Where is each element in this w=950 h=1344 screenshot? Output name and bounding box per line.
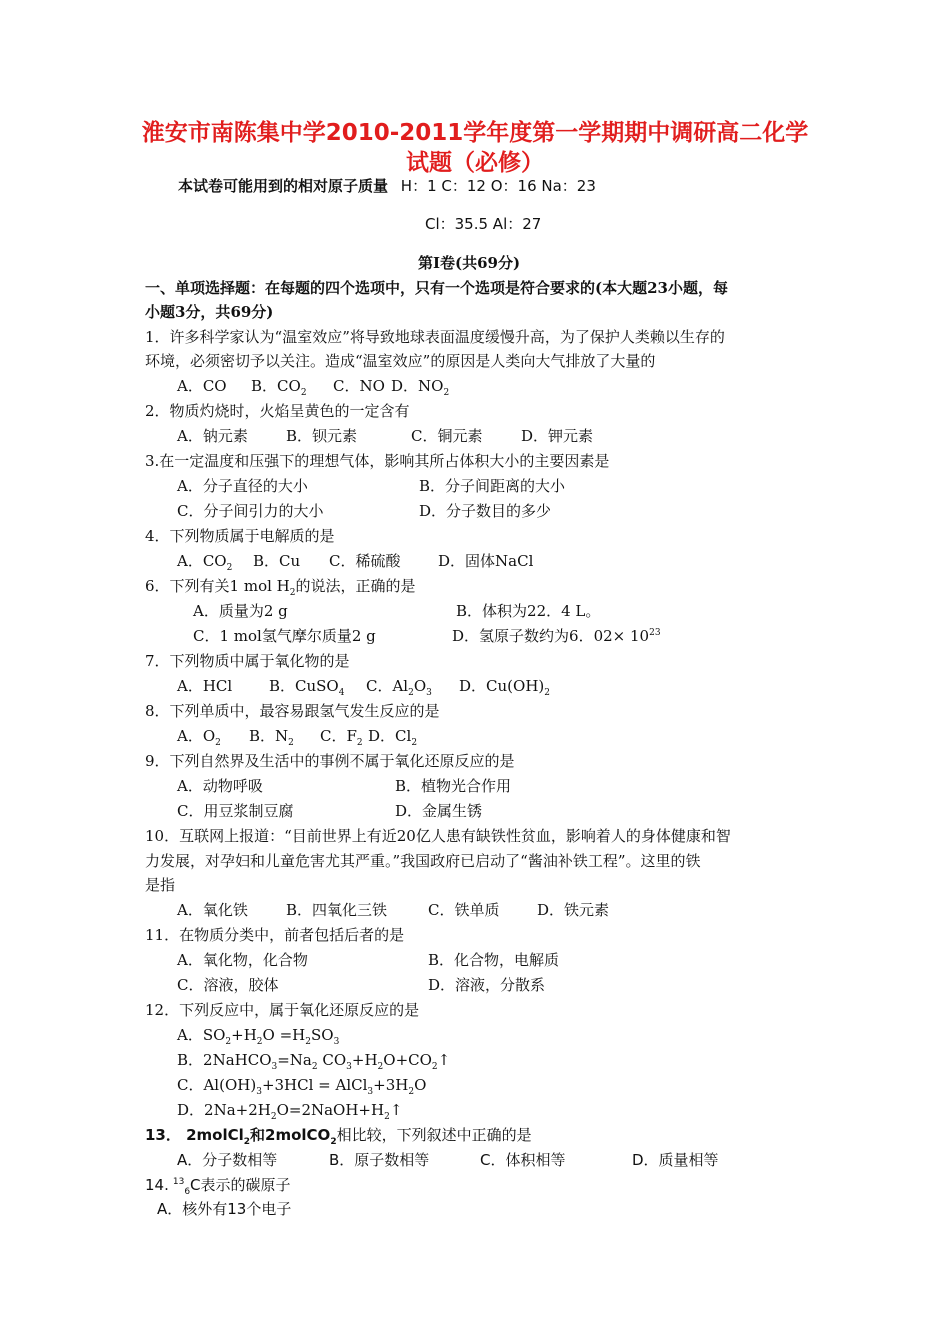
option-b: B．四氧化三铁 — [286, 901, 388, 919]
option-d: D．溶液，分散系 — [428, 976, 546, 994]
option-a: A．钠元素 — [177, 427, 248, 445]
question-14-option-a: A．核外有13个电子 — [157, 1200, 292, 1218]
option-d: D．$Cu(OH)_2$ — [459, 677, 550, 698]
option-c: C．溶液，胶体 — [177, 976, 279, 994]
question-12-option-d: D．$2Na+2H_2O=2NaOH+H_2↑$ — [177, 1101, 403, 1122]
option-a: A．分子数相等 — [177, 1151, 278, 1169]
option-b: B．钡元素 — [286, 427, 358, 445]
option-b: B．$N_2$ — [249, 727, 294, 748]
question-7-stem: 7．下列物质中属于氧化物的是 — [145, 652, 350, 670]
question-9-stem: 9．下列自然界及生活中的事例不属于氧化还原反应的是 — [145, 752, 515, 770]
question-3-stem: 3.在一定温度和压强下的理想气体，影响其所占体积大小的主要因素是 — [145, 452, 610, 470]
question-10-stem-3: 是指 — [145, 876, 176, 894]
option-c: C．NO — [333, 377, 385, 395]
option-c: C．体积相等 — [480, 1151, 566, 1169]
option-a: A．氧化物，化合物 — [177, 951, 308, 969]
option-b: B．体积为22．4 L。 — [456, 602, 601, 620]
option-a: A．CO — [177, 377, 227, 395]
section-title: 第Ⅰ卷(共69分) — [418, 254, 521, 272]
option-d: D．$NO_2$ — [391, 377, 450, 398]
option-c: C．$F_2$ — [320, 727, 363, 748]
option-c: C．铜元素 — [411, 427, 483, 445]
option-a: A．氧化铁 — [177, 901, 248, 919]
option-c: C．稀硫酸 — [329, 552, 401, 570]
option-c: C．铁单质 — [428, 901, 500, 919]
option-a: A．HCl — [177, 677, 233, 695]
question-12-option-b: B．$2NaHCO_3=Na_2$ $CO_3+H_2O+CO_2↑$ — [177, 1051, 451, 1072]
option-d: D．钾元素 — [521, 427, 594, 445]
question-14-stem: 14. $^{13}_6$C表示的碳原子 — [145, 1176, 291, 1197]
question-8-stem: 8．下列单质中，最容易跟氢气发生反应的是 — [145, 702, 440, 720]
option-c: C．$Al_2O_3$ — [366, 677, 432, 698]
option-b: B．分子间距离的大小 — [419, 477, 566, 495]
option-d: D．铁元素 — [537, 901, 610, 919]
question-11-stem: 11．在物质分类中，前者包括后者的是 — [145, 926, 405, 944]
option-b: B．Cu — [253, 552, 301, 570]
option-b: B．化合物，电解质 — [428, 951, 560, 969]
question-12-option-a: A．$SO_2+H_2O =H_2SO_3$ — [177, 1026, 340, 1047]
question-12-option-c: C．$Al(OH)_3+3HCl$ = $AlCl_3+3H_2O$ — [177, 1076, 427, 1097]
question-2-stem: 2．物质灼烧时，火焰呈黄色的一定含有 — [145, 402, 410, 420]
option-d: D．氢原子数约为6．$02\times 10^{23}$ — [452, 627, 661, 645]
option-b: B．CuSO$_4$ — [269, 677, 345, 698]
question-10-stem-2: 力发展，对孕妇和儿童危害尤其严重。”我国政府已启动了“酱油补铁工程”。这里的铁 — [145, 852, 701, 870]
question-1-stem-2: 环境，必须密切予以关注。造成“温室效应”的原因是人类向大气排放了大量的 — [145, 352, 656, 370]
option-d: D．金属生锈 — [395, 802, 483, 820]
option-c: C．1 mol氢气摩尔质量2 g — [193, 627, 376, 645]
part-one-instruction-1: 一、单项选择题：在每题的四个选项中，只有一个选项是符合要求的(本大题23小题，每 — [145, 279, 728, 297]
option-a: A．分子直径的大小 — [177, 477, 308, 495]
atomic-mass-values-2: Cl：35.5 Al：27 — [425, 215, 542, 233]
page-title: 淮安市南陈集中学2010-2011学年度第一学期期中调研高二化学试题（必修） — [141, 120, 809, 176]
option-b: B．植物光合作用 — [395, 777, 512, 795]
atomic-mass-label: 本试卷可能用到的相对原子质量 — [178, 177, 389, 195]
option-a: A．质量为2 g — [193, 602, 288, 620]
question-4-stem: 4．下列物质属于电解质的是 — [145, 527, 335, 545]
question-13-stem: 13． 2molCl$_2$和2molCO$_2$相比较，下列叙述中正确的是 — [145, 1126, 532, 1147]
option-d: D．$Cl_2$ — [368, 727, 418, 748]
option-a: A．动物呼吸 — [177, 777, 263, 795]
part-one-instruction-2: 小题3分，共69分) — [145, 303, 274, 321]
question-6-stem: 6．下列有关1 mol $H_2$的说法，正确的是 — [145, 577, 416, 598]
question-12-stem: 12．下列反应中，属于氧化还原反应的是 — [145, 1001, 420, 1019]
question-10-stem-1: 10．互联网上报道：“目前世界上有近20亿人患有缺铁性贫血，影响着人的身体健康和智 — [145, 827, 731, 845]
option-b: B．原子数相等 — [329, 1151, 430, 1169]
option-d: D．固体NaCl — [438, 552, 534, 570]
option-b: B．$CO_2$ — [251, 377, 307, 398]
option-d: D．质量相等 — [632, 1151, 719, 1169]
option-a: A．$CO_2$ — [177, 552, 233, 573]
option-c: C．用豆浆制豆腐 — [177, 802, 294, 820]
option-c: C．分子间引力的大小 — [177, 502, 324, 520]
atomic-mass-line-1 — [178, 176, 596, 196]
option-d: D．分子数目的多少 — [419, 502, 552, 520]
atomic-mass-values-1: H：1 C：12 O：16 Na：23 — [400, 177, 596, 195]
option-a: A．$O_2$ — [177, 727, 221, 748]
question-1-stem-1: 1．许多科学家认为“温室效应”将导致地球表面温度缓慢升高，为了保护人类赖以生存的 — [145, 328, 725, 346]
